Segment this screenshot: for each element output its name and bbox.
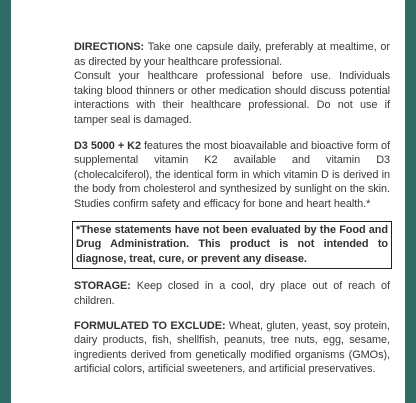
fda-disclaimer-box: *These statements have not been evaluated by the Food and Drug Administration. This product is not intended to diagnose, treat, cure, or prevent any disease. [72,221,392,270]
directions-text: Take one capsule daily, preferably at mealtime, or as directed by your healthcare professional. [74,41,390,68]
directions-paragraph [74,40,390,69]
exclusions-heading: FORMULATED TO EXCLUDE: [74,319,226,332]
label-text-area [74,40,390,377]
spacer [74,269,390,279]
exclusions-text: Wheat, gluten, yeast, soy protein, dairy products, fish, shellfish, peanuts, tree nuts, egg, sesame, ingredients derived from genetically modified organisms (GMOs), artificial colors, artificial sweeteners, and artificial preservatives. [74,319,390,376]
storage-heading: STORAGE: [74,280,131,293]
caution-paragraph: Consult your healthcare professional before use. Individuals taking blood thinners or other medication should discuss potential interactions with their healthcare professional. Do not use if tamper seal is damaged. [74,70,390,126]
description-text: features the most bioavailable and bioactive form of supplemental vitamin K2 available and vitamin D3 (cholecalciferol), the identical form in which vitamin D is derived in the body from cholesterol and synthesized by sunlight on the skin. Studies confirm safety and efficacy for bone and heart health.* [74,139,390,210]
spacer [74,128,390,139]
storage-text: Keep closed in a cool, dry place out of reach of children. [74,280,390,307]
product-name: D3 5000 + K2 [74,139,141,152]
storage-paragraph [74,279,390,308]
spacer [74,212,390,221]
directions-heading: DIRECTIONS: [74,41,145,53]
spacer [74,309,390,319]
description-paragraph [74,139,390,212]
exclusions-paragraph [74,319,390,377]
